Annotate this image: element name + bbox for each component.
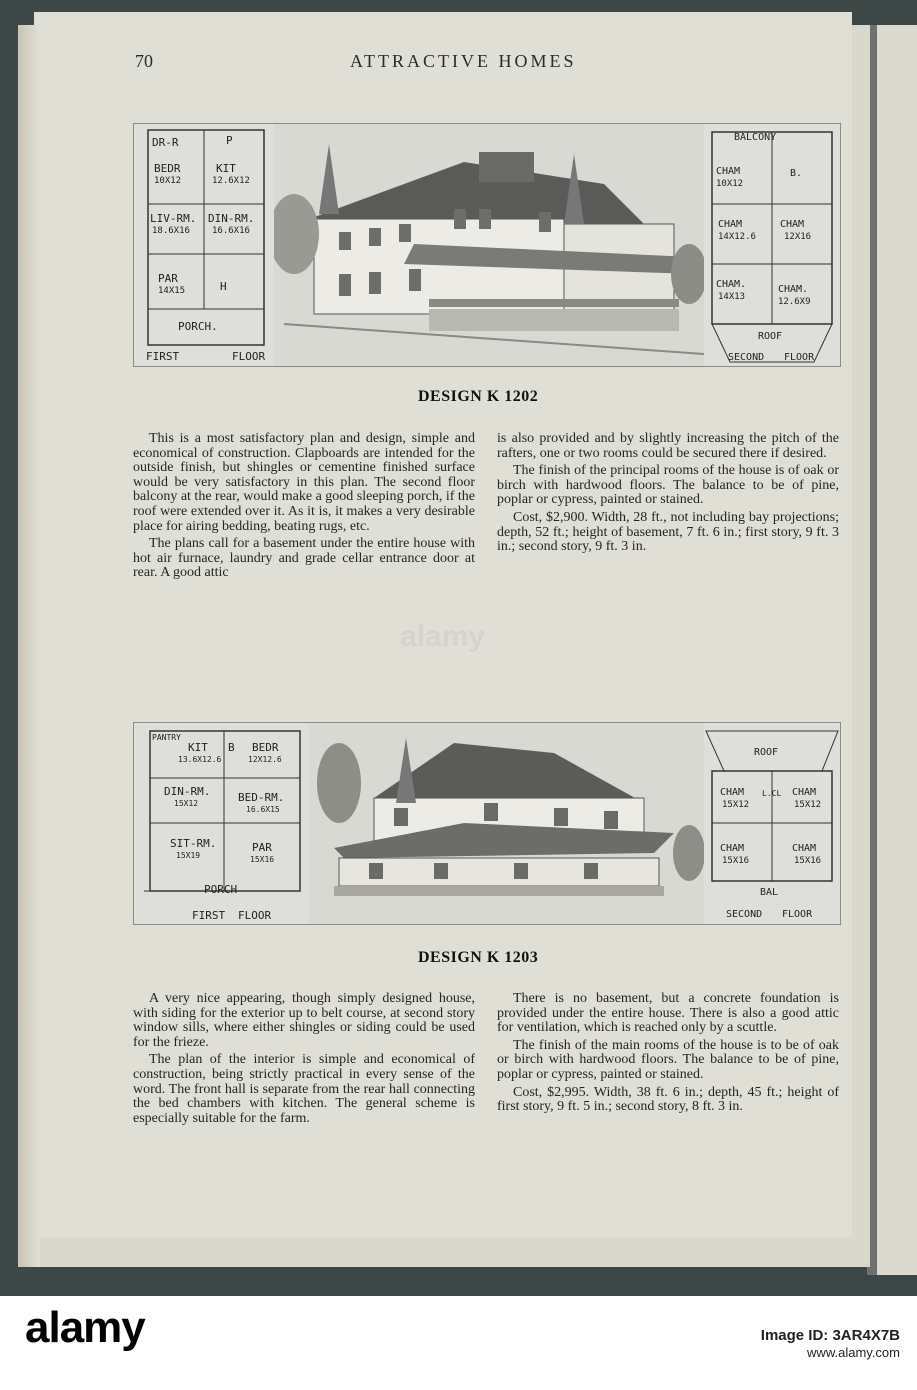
k1202-sf-caption-right: FLOOR xyxy=(784,352,815,363)
k1203-ff-size-sitrm: 15X19 xyxy=(176,851,201,860)
k1203-right-para-1: There is no basement, but a concrete foundation is provided under the entire house. There is also a good attic for ventilation, which is reached only by a scuttle. xyxy=(497,991,839,1036)
k1202-ff-caption-left: FIRST xyxy=(146,350,180,363)
k1203-ff-size-kit: 13.6X12.6 xyxy=(178,755,222,764)
k1202-ff-size-bedr: 10X12 xyxy=(154,176,182,186)
k1202-ff-label-h: H xyxy=(220,280,227,293)
alamy-logo: alamy xyxy=(25,1303,145,1352)
k1202-sf-size-cham2: 14X12.6 xyxy=(718,232,756,242)
k1203-sf-caption-right: FLOOR xyxy=(782,909,813,920)
k1203-sf-size-cham3: 15X16 xyxy=(722,856,750,866)
k1203-sf-size-cham4: 15X16 xyxy=(794,856,822,866)
k1202-ff-label-kit: KIT xyxy=(216,162,236,175)
k1202-sf-label-cham3: CHAM xyxy=(780,219,805,230)
k1203-sf-label-roof: ROOF xyxy=(754,747,779,758)
footer-image-info xyxy=(520,1327,900,1361)
k1202-sf-size-cham5: 12.6X9 xyxy=(778,297,811,307)
k1202-ff-label-bedr: BEDR xyxy=(154,162,181,175)
k1202-sf-caption-left: SECOND xyxy=(728,352,765,363)
watermark-1: alamy xyxy=(400,620,486,653)
next-page-edge xyxy=(872,25,917,1275)
page-stack-edge xyxy=(18,25,40,1267)
k1202-ff-label-p: P xyxy=(226,134,233,147)
k1202-sf-size-cham4: 14X13 xyxy=(718,292,746,302)
page-number: 70 xyxy=(135,51,153,71)
k1203-right-column xyxy=(497,992,839,1118)
k1203-ff-label-bedr: BEDR xyxy=(252,741,279,754)
k1202-ff-caption-right: FLOOR xyxy=(232,350,266,363)
k1203-sf-label-cham1: CHAM xyxy=(720,787,745,798)
k1202-ff-label-par: PAR xyxy=(158,272,178,285)
k1202-ff-size-livrm: 18.6X16 xyxy=(152,226,190,236)
running-head: ATTRACTIVE HOMES xyxy=(350,51,577,71)
k1202-left-column xyxy=(133,432,475,584)
k1202-right-column xyxy=(497,432,839,558)
k1202-sf-label-roof: ROOF xyxy=(758,331,783,342)
k1203-left-column xyxy=(133,992,475,1129)
k1203-sf-label-cham2: CHAM xyxy=(792,787,817,798)
k1202-sf-label-balcony: BALCONY xyxy=(734,132,777,143)
k1202-sf-size-cham1: 10X12 xyxy=(716,179,744,189)
k1203-sf-label-bal: BAL xyxy=(760,887,779,898)
footer-site: www.alamy.com xyxy=(807,1345,900,1360)
k1203-sf-caption-left: SECOND xyxy=(726,909,763,920)
k1203-left-para-2: The plan of the interior is simple and economical of construction, being strictly practical in every sense of the word. The front hall is separate from the rear hall connecting the bed chambers with kitchen. The general scheme is especially suitable for the farm. xyxy=(133,1052,475,1126)
k1202-sf-label-cham4: CHAM. xyxy=(716,279,747,290)
k1203-sf-label-cham3: CHAM xyxy=(720,843,745,854)
plate-k1203 xyxy=(133,722,841,925)
k1203-sf-label-cham4: CHAM xyxy=(792,843,817,854)
k1202-ff-label-porch: PORCH. xyxy=(178,320,218,333)
k1202-right-para-3: Cost, $2,900. Width, 28 ft., not including bay projections; depth, 52 ft.; height of basement, 7 ft. 6 in.; first story, 9 ft. 3 in.; second story, 9 ft. 3 in. xyxy=(497,509,839,555)
k1203-ff-caption-right: FLOOR xyxy=(238,909,272,922)
k1203-ff-size-dinrm: 15X12 xyxy=(174,799,199,808)
k1202-sf-size-cham3: 12X16 xyxy=(784,232,812,242)
k1203-ff-label-sitrm: SIT-RM. xyxy=(170,837,217,850)
k1203-ff-caption-left: FIRST xyxy=(192,909,226,922)
k1202-ff-label-livrm: LIV-RM. xyxy=(150,212,197,225)
k1203-ff-size-par: 15X16 xyxy=(250,855,275,864)
footer-image-id: Image ID: 3AR4X7B xyxy=(760,1327,900,1344)
k1202-ff-size-par: 14X15 xyxy=(158,286,186,296)
k1203-ff-label-b: B xyxy=(228,741,235,754)
k1202-sf-label-cham1: CHAM xyxy=(716,166,741,177)
k1202-ff-label-drr: DR-R xyxy=(152,136,179,149)
k1203-ff-label-pantry: PANTRY xyxy=(152,733,181,742)
k1202-right-para-2: The finish of the principal rooms of the house is of oak or birch with hardwood floors. The balance to be of pine, poplar or cypress, painted or stained. xyxy=(497,463,839,508)
k1203-right-para-2: The finish of the main rooms of the house is to be of oak or birch with hardwood floors. The balance to be of pine, poplar or cypress, painted or stained. xyxy=(497,1037,839,1082)
plate-k1203-drawing xyxy=(134,723,840,924)
plate-k1202 xyxy=(133,123,841,367)
k1202-sf-label-b: B. xyxy=(790,168,803,179)
k1202-sf-label-cham5: CHAM. xyxy=(778,284,809,295)
k1203-ff-size-bedr: 12X12.6 xyxy=(248,755,282,764)
k1203-ff-label-bedrm: BED-RM. xyxy=(238,791,285,804)
k1203-right-para-3: Cost, $2,995. Width, 38 ft. 6 in.; depth, 45 ft.; height of first story, 9 ft. 5 in.; second story, 8 ft. 3 in. xyxy=(497,1084,839,1115)
k1202-sf-label-cham2: CHAM xyxy=(718,219,743,230)
design-title-k1202: DESIGN K 1202 xyxy=(418,388,539,405)
k1202-left-para-1: This is a most satisfactory plan and design, simple and economical of construction. Clapboards are intended for the outside finish, but shingles or cementine finished surface would be very satisfactory in this plan. The second floor balcony at the rear, would make a good sleeping porch, if the roof were extended over it. As it is, it makes a very desirable place for airing bedding, beating rugs, etc. xyxy=(133,431,475,534)
k1203-ff-label-kit: KIT xyxy=(188,741,208,754)
k1203-ff-size-bedrm: 16.6X15 xyxy=(246,805,280,814)
k1202-ff-size-kit: 12.6X12 xyxy=(212,176,250,186)
k1203-sf-size-cham2: 15X12 xyxy=(794,800,822,810)
k1203-ff-label-dinrm: DIN-RM. xyxy=(164,785,211,798)
k1203-ff-label-par: PAR xyxy=(252,841,272,854)
k1203-left-para-1: A very nice appearing, though simply designed house, with siding for the exterior up to belt course, at second story window sills, where either shingles or siding could be used for the frieze. xyxy=(133,991,475,1050)
design-title-k1203: DESIGN K 1203 xyxy=(418,949,539,966)
k1202-right-para-1: is also provided and by slightly increasing the pitch of the rafters, one or two rooms could be secured there if desired. xyxy=(497,431,839,461)
k1203-ff-label-porch: PORCH xyxy=(204,883,238,896)
plate-k1202-drawing xyxy=(134,124,840,366)
k1203-sf-label-lcl: L.CL xyxy=(762,789,782,798)
k1202-ff-label-dinrm: DIN-RM. xyxy=(208,212,255,225)
k1203-sf-size-cham1: 15X12 xyxy=(722,800,750,810)
k1202-ff-size-dinrm: 16.6X16 xyxy=(212,226,250,236)
k1202-left-para-2: The plans call for a basement under the entire house with hot air furnace, laundry and grade cellar entrance door at rear. A good attic xyxy=(133,536,475,581)
